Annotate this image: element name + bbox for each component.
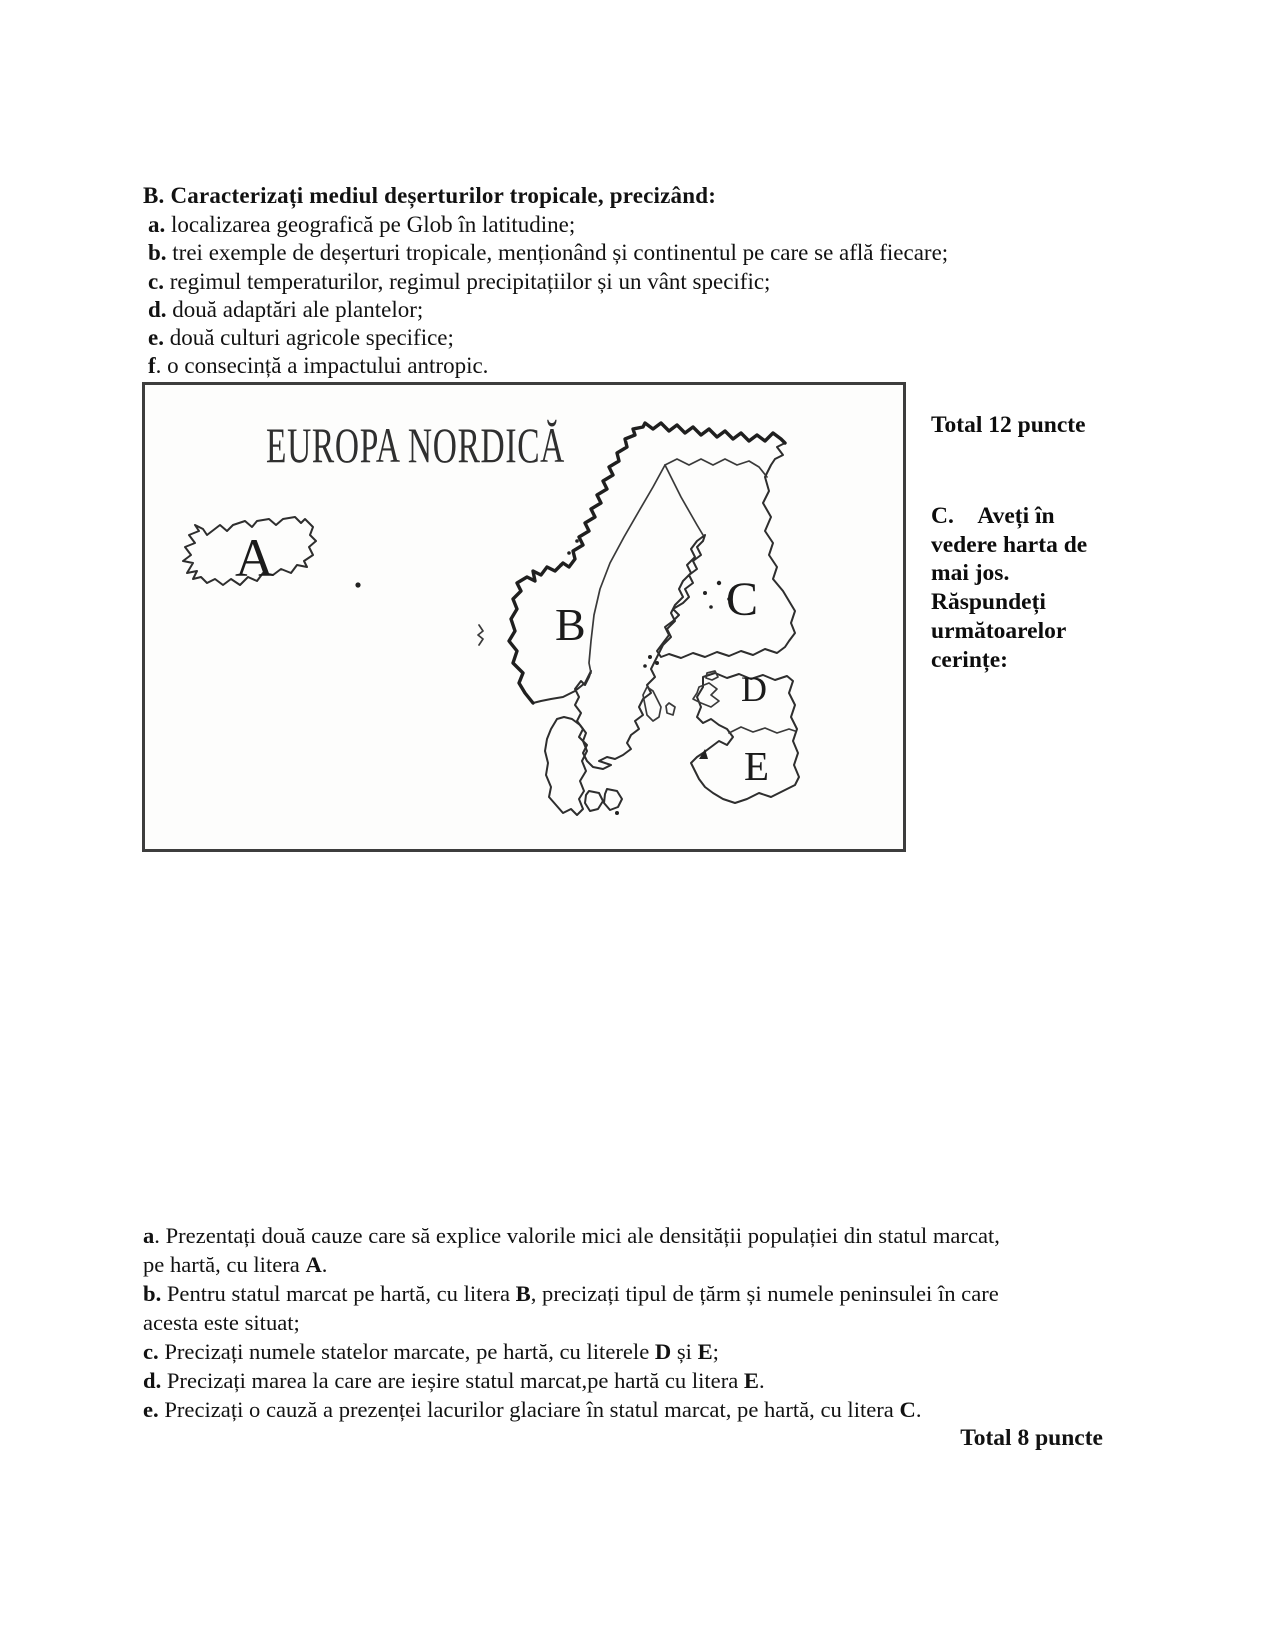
map-label-A: A [235, 528, 274, 588]
map-label-D: D [741, 669, 767, 709]
section-b [143, 181, 1133, 381]
text-line [143, 211, 1133, 239]
text-line [143, 1279, 1119, 1308]
text-line [143, 352, 1133, 380]
text-segment: E [697, 1339, 713, 1364]
text-segment: Precizați o cauză a prezenței lacurilor glaciare în statul marcat, pe hartă, cu litera [158, 1397, 900, 1422]
denmark-funen-outline [585, 791, 603, 811]
denmark-zealand-outline [604, 789, 622, 810]
text-segment: , precizați tipul de țărm și numele peninsulei în care [530, 1281, 999, 1306]
text-segment: regimul temperaturilor, regimul precipitațiilor și un vânt specific; [163, 268, 771, 294]
text-segment: și [671, 1339, 698, 1364]
text-line: cerințe: [931, 646, 1008, 673]
text-segment: d. [148, 296, 167, 322]
text-segment: . o consecință a impactului antropic. [155, 353, 489, 379]
small-island-outline [666, 703, 675, 715]
text-line [143, 1395, 1119, 1424]
text-line [143, 1308, 1119, 1337]
text-line [143, 296, 1133, 324]
text-segment: . [915, 1397, 922, 1422]
text-segment: d. [143, 1368, 162, 1393]
section-c-lines [143, 1221, 1119, 1424]
text-segment: . [759, 1368, 765, 1393]
text-segment: ; [712, 1339, 719, 1364]
section-c-intro [931, 502, 1121, 674]
text-line: următoarelor [931, 617, 1067, 644]
text-segment: C [899, 1397, 916, 1422]
shetland-squiggle [478, 625, 483, 645]
nordic-europe-map [145, 385, 903, 849]
total-8-points: Total 8 puncte [960, 1425, 1103, 1451]
total-12-points: Total 12 puncte [931, 412, 1086, 438]
text-segment: Precizați marea la care are ieșire statul marcat,pe hartă cu litera [161, 1368, 744, 1393]
map-label-C: C [726, 573, 759, 626]
text-segment: B [515, 1281, 531, 1306]
norway-finland-border [665, 459, 767, 477]
text-segment: c. [148, 268, 164, 294]
text-segment: . [321, 1252, 328, 1277]
text-segment: e. [148, 325, 164, 351]
text-line [143, 1250, 1119, 1279]
section-b-items [143, 211, 1133, 381]
text-line [143, 1337, 1119, 1366]
text-segment: a [143, 1223, 155, 1248]
text-line [143, 239, 1133, 267]
text-segment: A [305, 1252, 322, 1277]
text-segment: D [654, 1339, 672, 1364]
text-segment: E [743, 1368, 759, 1393]
text-line [143, 1221, 1119, 1250]
text-segment: pe hartă, cu litera [143, 1252, 306, 1277]
map-label-B: B [555, 599, 586, 650]
text-segment: acesta este situat; [143, 1310, 300, 1335]
text-segment: . Prezentați două cauze care să explice valorile mici ale densității populației din statul marcat, [154, 1223, 1000, 1248]
text-line [143, 1366, 1119, 1395]
right-column [931, 412, 1121, 674]
saaremaa-outline [693, 683, 719, 707]
text-line: Răspundeți [931, 589, 1046, 616]
section-c [143, 1221, 1119, 1453]
sweden-finland-border [665, 465, 703, 535]
estonia-latvia-border [729, 727, 795, 733]
map-label-E: E [744, 743, 770, 789]
text-segment: b. [148, 240, 167, 266]
gotland-outline [643, 687, 661, 721]
text-line: C. Aveți în [931, 503, 1055, 529]
text-line [143, 268, 1133, 296]
text-segment: b. [143, 1281, 162, 1306]
faroe-islands-dot [355, 582, 360, 587]
text-segment: localizarea geografică pe Glob în latitudine; [165, 212, 576, 237]
map-figure [142, 382, 906, 852]
text-line [143, 324, 1133, 352]
norway-sweden-border [589, 465, 665, 673]
text-segment: două culturi agricole specifice; [163, 325, 454, 351]
text-segment: c. [143, 1339, 159, 1364]
text-segment: Precizați numele statelor marcate, pe hartă, cu literele [158, 1339, 655, 1364]
text-segment: Pentru statul marcat pe hartă, cu litera [161, 1281, 516, 1306]
text-segment: e. [143, 1397, 159, 1422]
text-segment: trei exemple de deșerturi tropicale, menționând și continentul pe care se află fiecare; [166, 240, 949, 266]
text-line: vedere harta de [931, 531, 1088, 558]
text-line: mai jos. [931, 560, 1010, 587]
text-segment: două adaptări ale plantelor; [166, 296, 424, 322]
text-segment: a. [148, 212, 166, 237]
map-title: EUROPA NORDICĂ [266, 417, 565, 473]
text-segment: f [148, 353, 156, 379]
section-b-heading: B. Caracterizați mediul deșerturilor tropicale, precizând: [143, 183, 717, 208]
